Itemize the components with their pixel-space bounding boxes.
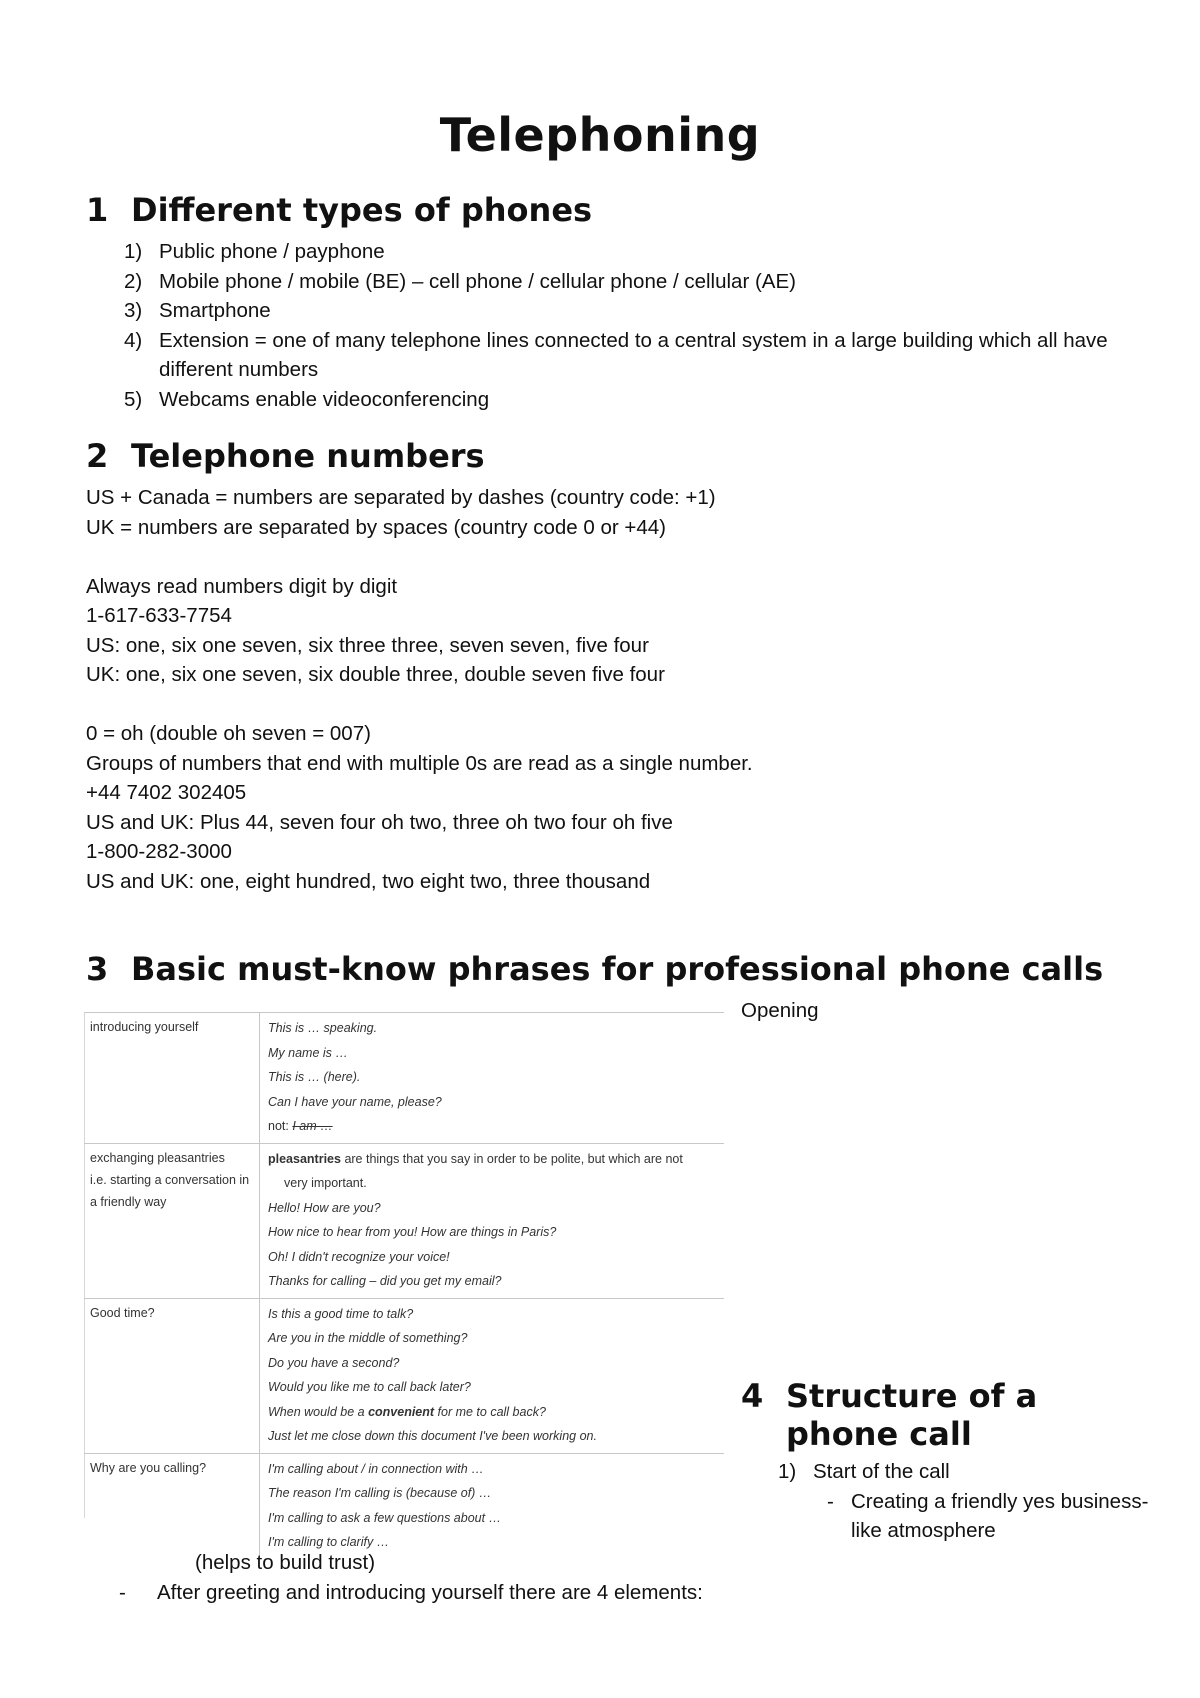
- section-title: Basic must-know phrases for professional phone calls: [131, 950, 1104, 988]
- text-line: US: one, six one seven, six three three, seven seven, five four: [86, 633, 649, 657]
- phrase: Just let me close down this document I've been working on.: [268, 1429, 597, 1443]
- phone-types-list: [124, 237, 1149, 414]
- list-item: [124, 385, 1149, 415]
- blank-line: [86, 690, 753, 720]
- section-number: 3: [86, 950, 109, 988]
- definition-term: pleasantries: [268, 1151, 341, 1166]
- section-heading-line: [741, 1377, 1037, 1415]
- telephone-numbers-text: [86, 483, 753, 896]
- phrase: Would you like me to call back later?: [268, 1380, 471, 1394]
- phrase: Can I have your name, please?: [268, 1094, 442, 1109]
- phrases-table: [84, 1012, 724, 1559]
- section-title: Different types of phones: [131, 191, 593, 229]
- opening-label: Opening: [741, 999, 819, 1022]
- list-text: Public phone / payphone: [159, 240, 385, 263]
- phrases-cell: [259, 1299, 724, 1453]
- category-label: exchanging pleasantries: [90, 1150, 225, 1165]
- category-cell: [84, 1144, 259, 1298]
- table-row: [84, 1143, 724, 1298]
- blank-line: [86, 542, 753, 572]
- list-number: 1): [124, 240, 143, 263]
- bullet-dash: -: [827, 1489, 834, 1513]
- list-item: [124, 296, 1149, 326]
- category-label: Good time?: [90, 1305, 155, 1320]
- table-row: [84, 1453, 724, 1559]
- phrase-note: [268, 1114, 724, 1139]
- category-note: i.e. starting a conversation in a friendly way: [90, 1172, 250, 1209]
- text-line: US + Canada = numbers are separated by dashes (country code: +1): [86, 486, 716, 509]
- phrase: Is this a good time to talk?: [268, 1306, 414, 1321]
- section-3-heading: [86, 950, 1103, 988]
- section-title: Telephone numbers: [131, 437, 485, 475]
- section-number: 4: [741, 1377, 764, 1415]
- phrase-part: When would be a: [268, 1404, 369, 1419]
- list-item: [124, 267, 1149, 297]
- list-item: [778, 1457, 1158, 1487]
- phrase: I'm calling about / in connection with …: [268, 1461, 484, 1476]
- list-item: [124, 237, 1149, 267]
- text-line: 0 = oh (double oh seven = 007): [86, 722, 371, 745]
- phrases-cell: [259, 1454, 724, 1559]
- category-label: Why are you calling?: [90, 1460, 207, 1475]
- text-line: UK: one, six one seven, six double three, double seven five four: [86, 663, 665, 686]
- phrase-keyword: convenient: [368, 1404, 435, 1419]
- phrases-cell: [259, 1144, 724, 1298]
- text-line: 1-617-633-7754: [86, 604, 232, 627]
- definition-continued: very important.: [284, 1176, 367, 1190]
- text-line: UK = numbers are separated by spaces (country code 0 or +44): [86, 515, 667, 539]
- phrase: The reason I'm calling is (because of) …: [268, 1486, 492, 1500]
- note-prefix: not:: [268, 1119, 293, 1133]
- section-1-heading: [86, 191, 592, 229]
- list-text: Creating a friendly yes business-like atmosphere: [851, 1489, 1149, 1542]
- text-line: US and UK: Plus 44, seven four oh two, three oh two four oh five: [86, 810, 673, 834]
- phrase: I'm calling to clarify …: [268, 1535, 390, 1549]
- text-line: Always read numbers digit by digit: [86, 574, 398, 598]
- category-cell: [84, 1454, 259, 1559]
- text-line: US and UK: one, eight hundred, two eight two, three thousand: [86, 869, 651, 893]
- list-number: 1): [778, 1460, 797, 1483]
- list-text: Webcams enable videoconferencing: [159, 387, 490, 411]
- struck-phrase: I am …: [292, 1119, 333, 1133]
- bottom-notes: [119, 1548, 1057, 1607]
- list-number: 4): [124, 328, 143, 352]
- phrase-part: for me to call back?: [434, 1404, 546, 1419]
- phrase: Oh! I didn't recognize your voice!: [268, 1249, 450, 1264]
- list-text: Start of the call: [813, 1460, 950, 1483]
- list-text: Mobile phone / mobile (BE) – cell phone / cellular phone / cellular (AE): [159, 269, 796, 293]
- section-2-heading: [86, 437, 485, 475]
- table-row: [84, 1012, 724, 1143]
- category-label: introducing yourself: [90, 1020, 199, 1034]
- text-line: +44 7402 302405: [86, 781, 247, 804]
- list-item: [124, 326, 1149, 385]
- phrase: Thanks for calling – did you get my email?: [268, 1274, 502, 1288]
- phrase: [268, 1400, 724, 1425]
- definition-text: are things that you say in order to be polite, but which are not: [340, 1151, 683, 1166]
- category-cell: [84, 1299, 259, 1453]
- phrase: I'm calling to ask a few questions about …: [268, 1510, 502, 1525]
- list-text: After greeting and introducing yourself there are 4 elements:: [157, 1580, 703, 1604]
- call-structure-list: [778, 1457, 1158, 1546]
- definition: [268, 1147, 724, 1172]
- section-number: 2: [86, 437, 109, 475]
- bullet-item: [119, 1578, 1057, 1608]
- phrase: Hello! How are you?: [268, 1200, 381, 1215]
- section-title: Structure of a: [786, 1377, 1038, 1415]
- list-number: 5): [124, 387, 143, 411]
- table-row: [84, 1298, 724, 1453]
- list-text: Extension = one of many telephone lines connected to a central system in a large building which all have different numbers: [159, 328, 1108, 381]
- phrases-cell: [259, 1013, 724, 1143]
- category-cell: [84, 1013, 259, 1143]
- phrase: My name is …: [268, 1045, 348, 1060]
- phrase: Are you in the middle of something?: [268, 1331, 468, 1345]
- list-number: 2): [124, 269, 143, 293]
- phrase: Do you have a second?: [268, 1355, 400, 1370]
- section-heading-line: phone call: [786, 1415, 972, 1453]
- phrase: This is … speaking.: [268, 1021, 378, 1035]
- text-line: 1-800-282-3000: [86, 840, 232, 863]
- list-text: Smartphone: [159, 299, 271, 322]
- text-line: (helps to build trust): [195, 1551, 376, 1574]
- section-4-heading: [741, 1377, 1037, 1453]
- page-title: Telephoning: [439, 108, 761, 162]
- phrase: This is … (here).: [268, 1070, 361, 1084]
- sub-list-item: [778, 1487, 1158, 1546]
- text-line: Groups of numbers that end with multiple 0s are read as a single number.: [86, 751, 753, 775]
- list-number: 3): [124, 299, 143, 322]
- section-number: 1: [86, 191, 109, 229]
- bullet-dash: -: [119, 1580, 126, 1604]
- phrase: How nice to hear from you! How are things in Paris?: [268, 1225, 557, 1239]
